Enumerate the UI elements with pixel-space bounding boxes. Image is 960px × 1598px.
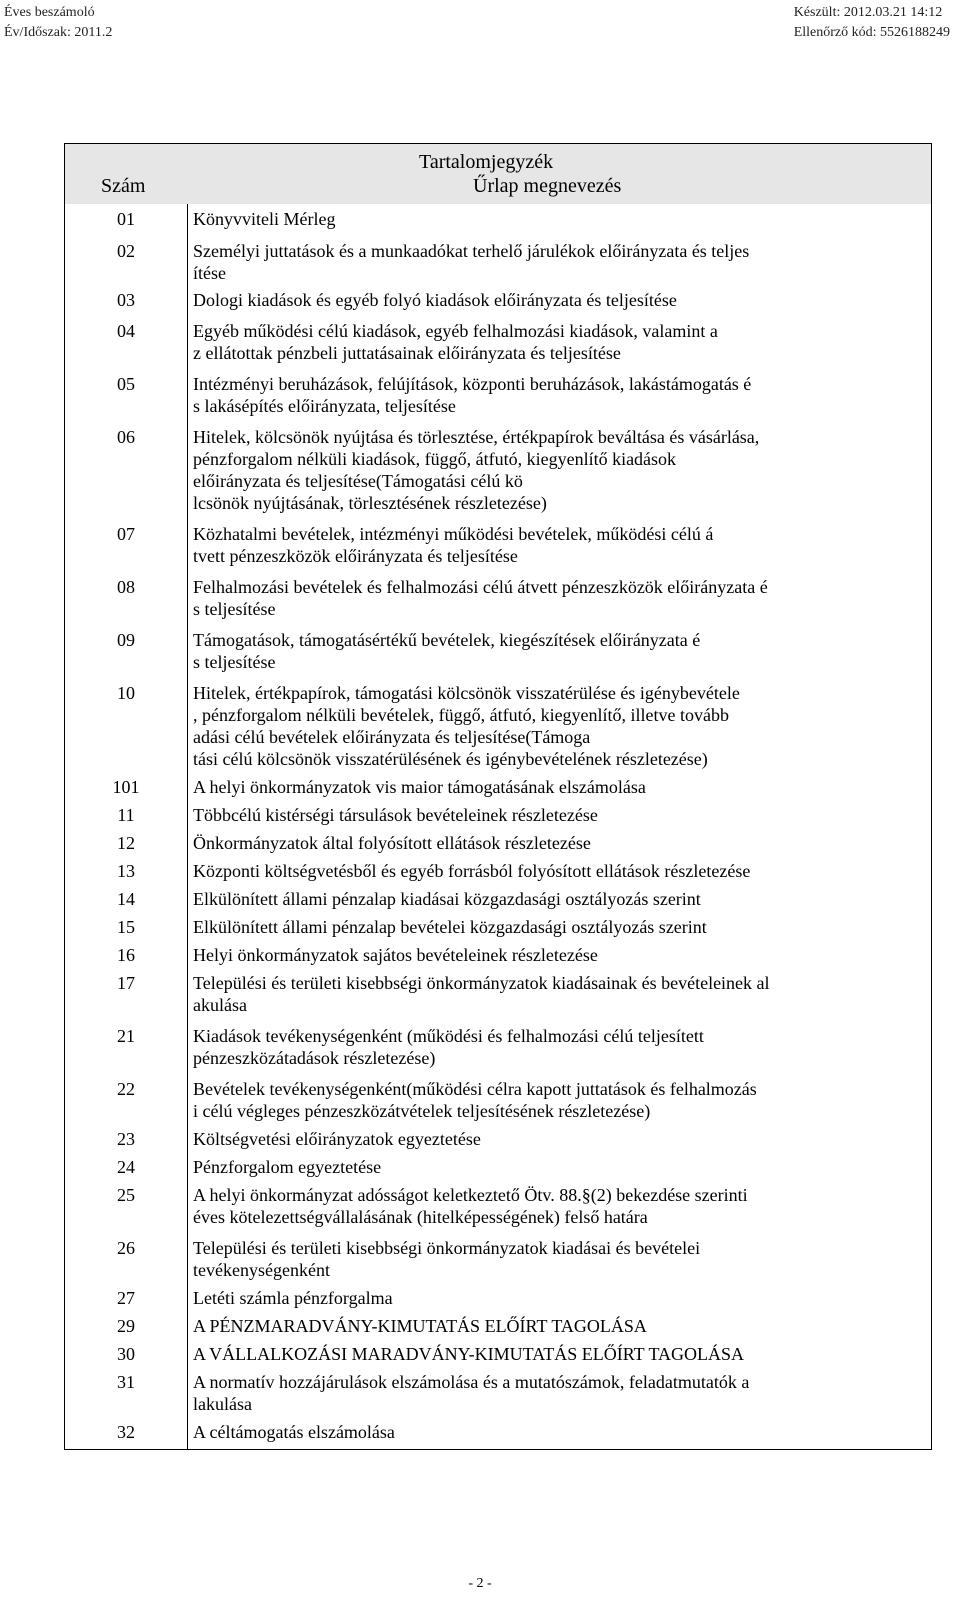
table-row	[65, 829, 931, 857]
toc-title: Tartalomjegyzék	[419, 151, 554, 173]
form-name: Központi költségvetésből és egyéb forrásból folyósított ellátások részletezése	[187, 857, 931, 885]
form-number: 22	[117, 1079, 135, 1099]
form-number: 30	[117, 1344, 135, 1364]
table-row	[65, 913, 931, 941]
toc-title-row	[65, 144, 931, 174]
report-header-left	[4, 3, 112, 43]
table-row	[65, 1125, 931, 1153]
form-name: Elkülönített állami pénzalap bevételei közgazdasági osztályozás szerint	[187, 913, 931, 941]
report-period: Év/Időszak: 2011.2	[4, 25, 113, 40]
table-row	[65, 1340, 931, 1368]
form-name: Hitelek, értékpapírok, támogatási kölcsönök visszatérülése és igénybevétele , pénzforgalom nélküli bevételek, függő, átfutó, kiegyenlítő, illetve tovább adási célú bevételek előirányzata és teljesítése(Támoga tási célú kölcsönök visszatérülésének és igénybevételének részletezése)	[187, 677, 931, 773]
form-name: Települési és területi kisebbségi önkormányzatok kiadásai és bevételei tevékenységenként	[187, 1232, 931, 1284]
check-code: Ellenőrző kód: 5526188249	[793, 25, 950, 40]
form-name: Közhatalmi bevételek, intézményi működési bevételek, működési célú á tvett pénzeszközök előirányzata és teljesítése	[187, 518, 931, 571]
form-number: 17	[117, 973, 135, 993]
form-number: 09	[117, 630, 135, 650]
form-number: 12	[117, 833, 135, 853]
form-name: Pénzforgalom egyeztetése	[187, 1153, 931, 1181]
table-row	[65, 857, 931, 885]
table-row	[65, 1020, 931, 1073]
table-row	[65, 421, 931, 518]
page-number: - 2 -	[468, 1576, 492, 1591]
table-row	[65, 1418, 931, 1449]
table-row	[65, 624, 931, 677]
column-header-form-name: Űrlap megnevezés	[473, 175, 622, 197]
table-row	[65, 571, 931, 624]
form-number: 06	[117, 427, 135, 447]
form-number: 02	[117, 241, 135, 261]
form-number: 24	[117, 1157, 135, 1177]
form-name: Települési és területi kisebbségi önkormányzatok kiadásainak és bevételeinek al akulása	[187, 969, 931, 1020]
form-name: A PÉNZMARADVÁNY-KIMUTATÁS ELŐÍRT TAGOLÁSA	[187, 1312, 931, 1340]
form-name: Hitelek, kölcsönök nyújtása és törlesztése, értékpapírok beváltása és vásárlása, pénzforgalom nélküli kiadások, függő, átfutó, kiegyenlítő kiadások előirányzata és teljesítése(Támogatási célú kö lcsönök nyújtásának, törlesztésének részletezése)	[187, 421, 931, 518]
form-number: 04	[117, 321, 135, 341]
table-row	[65, 1368, 931, 1418]
form-name: Bevételek tevékenységenként(működési célra kapott juttatások és felhalmozás i célú végleges pénzeszközátvételek teljesítésének részletezése)	[187, 1073, 931, 1125]
form-name: Elkülönített állami pénzalap kiadásai közgazdasági osztályozás szerint	[187, 885, 931, 913]
form-name: A VÁLLALKOZÁSI MARADVÁNY-KIMUTATÁS ELŐÍRT TAGOLÁSA	[187, 1340, 931, 1368]
form-name: Többcélú kistérségi társulások bevételeinek részletezése	[187, 801, 931, 829]
form-name: Helyi önkormányzatok sajátos bevételeinek részletezése	[187, 941, 931, 969]
form-name: A helyi önkormányzatok vis maior támogatásának elszámolása	[187, 773, 931, 801]
table-row	[65, 518, 931, 571]
form-number: 27	[117, 1288, 135, 1308]
form-name: Könyvviteli Mérleg	[187, 204, 931, 235]
table-row	[65, 204, 931, 235]
table-of-contents	[64, 143, 932, 1450]
toc-column-header	[65, 174, 931, 204]
form-number: 07	[117, 524, 135, 544]
form-number: 21	[117, 1026, 135, 1046]
table-row	[65, 1073, 931, 1125]
table-row	[65, 1232, 931, 1284]
form-number: 26	[117, 1238, 135, 1258]
form-number: 32	[117, 1422, 135, 1442]
form-number: 15	[117, 917, 135, 937]
form-number: 23	[117, 1129, 135, 1149]
form-name: Támogatások, támogatásértékű bevételek, kiegészítések előirányzata é s teljesítése	[187, 624, 931, 677]
table-row	[65, 315, 931, 368]
form-number: 05	[117, 374, 135, 394]
form-number: 25	[117, 1185, 135, 1205]
form-name: A normatív hozzájárulások elszámolása és a mutatószámok, feladatmutatók a lakulása	[187, 1368, 931, 1418]
form-number: 03	[117, 290, 135, 310]
form-name: A céltámogatás elszámolása	[187, 1418, 931, 1449]
form-number: 14	[117, 889, 135, 909]
table-row	[65, 368, 931, 421]
table-row	[65, 1312, 931, 1340]
form-number: 29	[117, 1316, 135, 1336]
form-number: 01	[117, 209, 135, 229]
table-row	[65, 1284, 931, 1312]
form-number: 08	[117, 577, 135, 597]
form-name: Felhalmozási bevételek és felhalmozási célú átvett pénzeszközök előirányzata é s teljesítése	[187, 571, 931, 624]
form-name: Letéti számla pénzforgalma	[187, 1284, 931, 1312]
table-row	[65, 885, 931, 913]
form-name: Költségvetési előirányzatok egyeztetése	[187, 1125, 931, 1153]
report-type: Éves beszámoló	[4, 5, 95, 20]
table-row	[65, 969, 931, 1020]
toc-rows	[65, 204, 931, 1449]
report-header-right	[794, 3, 950, 43]
table-row	[65, 677, 931, 773]
table-row	[65, 773, 931, 801]
created-timestamp: Készült: 2012.03.21 14:12	[793, 5, 943, 20]
form-number: 10	[117, 683, 135, 703]
form-number: 31	[117, 1372, 135, 1392]
table-row	[65, 286, 931, 315]
table-row	[65, 1181, 931, 1232]
form-number: 101	[112, 777, 140, 797]
column-header-number: Szám	[101, 175, 146, 197]
form-name: Intézményi beruházások, felújítások, központi beruházások, lakástámogatás é s lakásépítés előirányzata, teljesítése	[187, 368, 931, 421]
table-row	[65, 801, 931, 829]
form-number: 11	[117, 805, 135, 825]
form-name: Önkormányzatok által folyósított ellátások részletezése	[187, 829, 931, 857]
form-name: Kiadások tevékenységenként (működési és felhalmozási célú teljesített pénzeszközátadások részletezése)	[187, 1020, 931, 1073]
form-name: A helyi önkormányzat adósságot keletkeztető Ötv. 88.§(2) bekezdése szerinti éves kötelezettségvállalásának (hitelképességének) felső határa	[187, 1181, 931, 1232]
form-number: 13	[117, 861, 135, 881]
form-name: Személyi juttatások és a munkaadókat terhelő járulékok előirányzata és teljes ítése	[187, 235, 931, 286]
form-name: Dologi kiadások és egyéb folyó kiadások előirányzata és teljesítése	[187, 286, 931, 315]
form-number: 16	[117, 945, 135, 965]
table-row	[65, 941, 931, 969]
table-row	[65, 1153, 931, 1181]
form-name: Egyéb működési célú kiadások, egyéb felhalmozási kiadások, valamint a z ellátottak pénzbeli juttatásainak előirányzata és teljesítése	[187, 315, 931, 368]
table-row	[65, 235, 931, 286]
